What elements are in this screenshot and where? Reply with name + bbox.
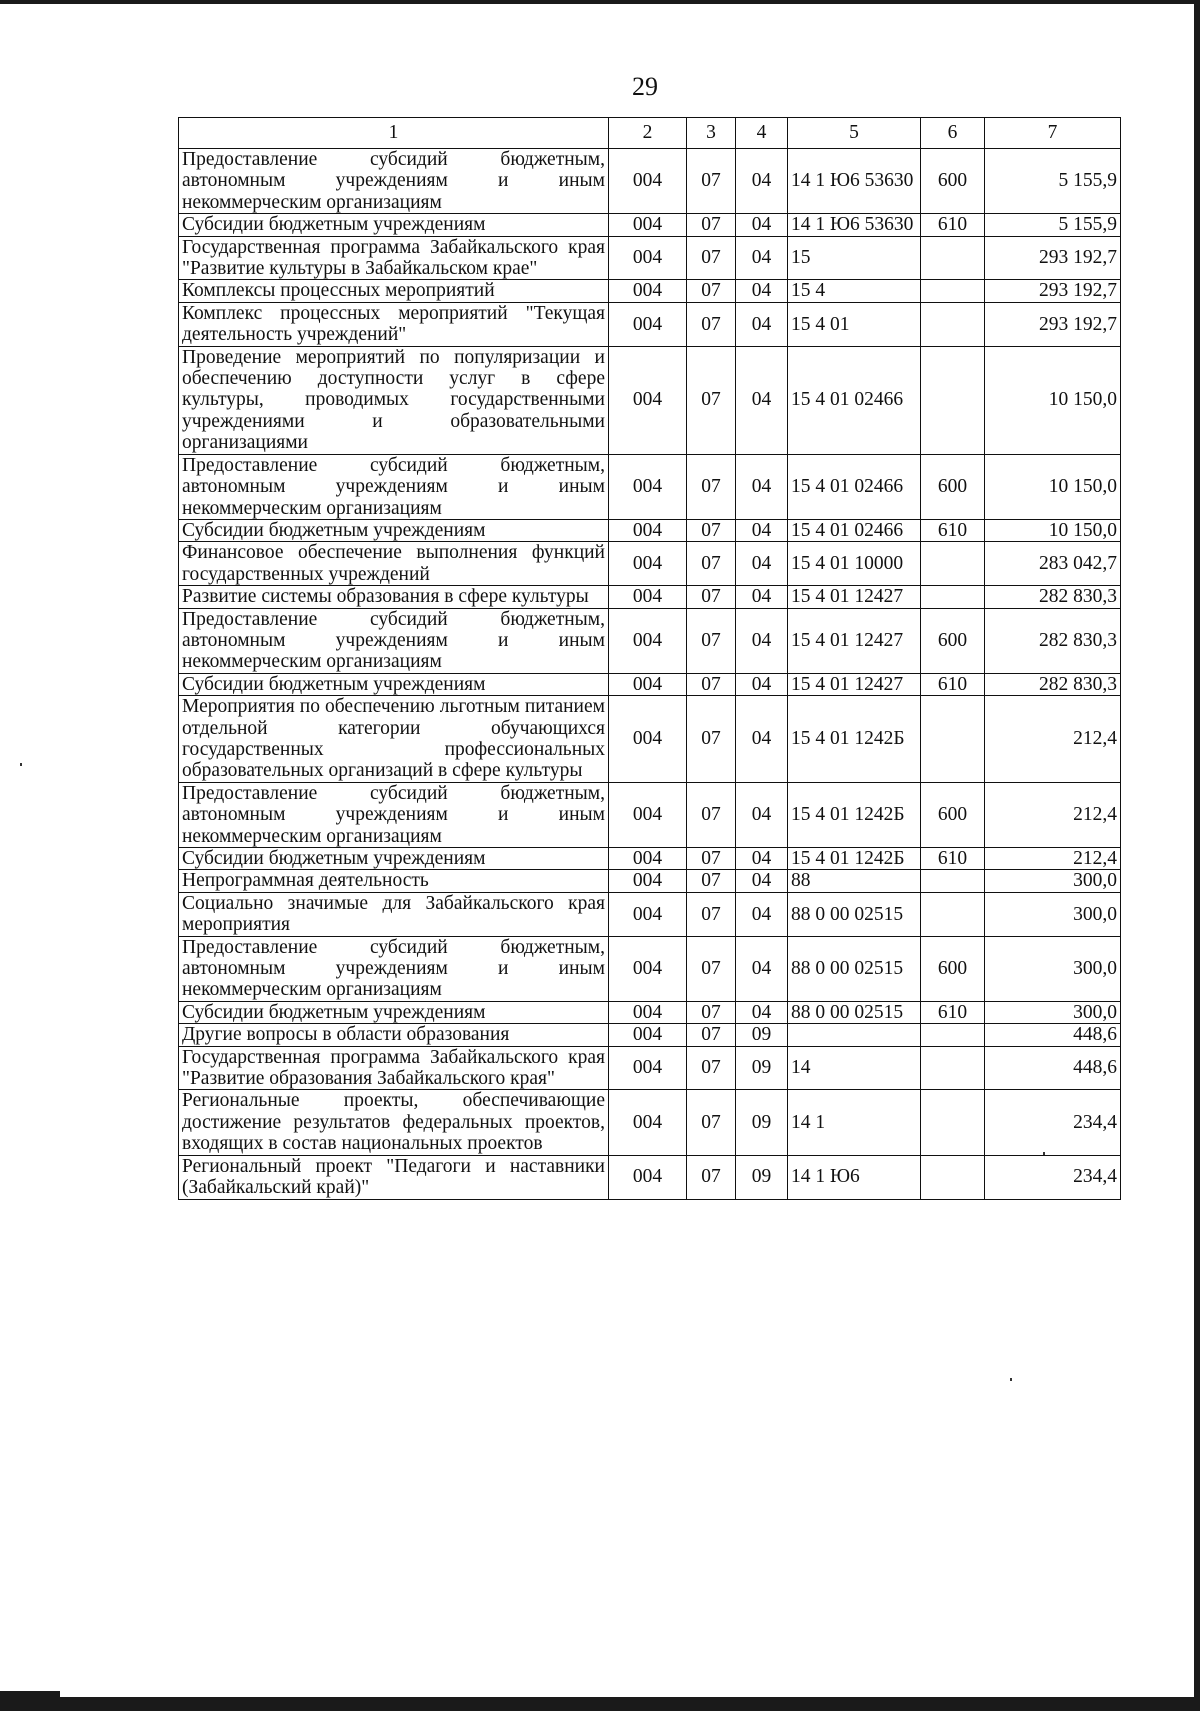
amount: 282 830,3 bbox=[985, 608, 1121, 673]
section-code: 07 bbox=[687, 302, 736, 346]
amount: 5 155,9 bbox=[985, 214, 1121, 236]
scan-edge-top bbox=[0, 0, 1200, 4]
section-code: 07 bbox=[687, 1090, 736, 1155]
section-code: 07 bbox=[687, 673, 736, 695]
page-number: 29 bbox=[632, 72, 658, 101]
item-name: Субсидии бюджетным учреждениям bbox=[179, 673, 609, 695]
table-row bbox=[179, 1155, 1121, 1199]
amount: 293 192,7 bbox=[985, 302, 1121, 346]
expense-type-code bbox=[921, 586, 985, 608]
target-article-code: 15 4 01 1242Б bbox=[788, 782, 921, 847]
item-name: Государственная программа Забайкальского края "Развитие культуры в Забайкальском крае" bbox=[179, 236, 609, 280]
item-name: Социально значимые для Забайкальского края мероприятия bbox=[179, 892, 609, 936]
amount: 448,6 bbox=[985, 1024, 1121, 1046]
subsection-code: 04 bbox=[736, 346, 788, 454]
amount: 10 150,0 bbox=[985, 519, 1121, 541]
subsection-code: 04 bbox=[736, 673, 788, 695]
ministry-code: 004 bbox=[609, 214, 687, 236]
section-code: 07 bbox=[687, 1024, 736, 1046]
ministry-code: 004 bbox=[609, 608, 687, 673]
expense-type-code: 610 bbox=[921, 519, 985, 541]
item-name: Комплекс процессных мероприятий "Текущая деятельность учреждений" bbox=[179, 302, 609, 346]
target-article-code: 88 0 00 02515 bbox=[788, 1001, 921, 1023]
target-article-code: 15 bbox=[788, 236, 921, 280]
expense-type-code bbox=[921, 892, 985, 936]
amount: 234,4 bbox=[985, 1155, 1121, 1199]
amount: 10 150,0 bbox=[985, 346, 1121, 454]
section-code: 07 bbox=[687, 608, 736, 673]
item-name: Мероприятия по обеспечению льготным питанием отдельной категории обучающихся государственных профессиональных образовательных организаций в сфере культуры bbox=[179, 696, 609, 783]
section-code: 07 bbox=[687, 236, 736, 280]
scan-speck bbox=[20, 763, 22, 766]
subsection-code: 04 bbox=[736, 1001, 788, 1023]
table-row bbox=[179, 1090, 1121, 1155]
item-name: Предоставление субсидий бюджетным, автономным учреждениям и иным некоммерческим организациям bbox=[179, 454, 609, 519]
target-article-code: 15 4 01 1242Б bbox=[788, 848, 921, 870]
table-row bbox=[179, 892, 1121, 936]
table-row bbox=[179, 149, 1121, 214]
subsection-code: 09 bbox=[736, 1155, 788, 1199]
ministry-code: 004 bbox=[609, 673, 687, 695]
item-name: Развитие системы образования в сфере культуры bbox=[179, 586, 609, 608]
expense-type-code bbox=[921, 346, 985, 454]
table-row bbox=[179, 782, 1121, 847]
item-name: Субсидии бюджетным учреждениям bbox=[179, 848, 609, 870]
ministry-code: 004 bbox=[609, 1024, 687, 1046]
amount: 293 192,7 bbox=[985, 280, 1121, 302]
ministry-code: 004 bbox=[609, 1155, 687, 1199]
subsection-code: 09 bbox=[736, 1046, 788, 1090]
amount: 293 192,7 bbox=[985, 236, 1121, 280]
target-article-code: 15 4 01 02466 bbox=[788, 346, 921, 454]
table-row bbox=[179, 1001, 1121, 1023]
table-row bbox=[179, 519, 1121, 541]
ministry-code: 004 bbox=[609, 1046, 687, 1090]
subsection-code: 04 bbox=[736, 696, 788, 783]
ministry-code: 004 bbox=[609, 892, 687, 936]
target-article-code: 15 4 01 12427 bbox=[788, 586, 921, 608]
table-row bbox=[179, 542, 1121, 586]
subsection-code: 04 bbox=[736, 782, 788, 847]
ministry-code: 004 bbox=[609, 782, 687, 847]
target-article-code: 15 4 01 12427 bbox=[788, 673, 921, 695]
table-row bbox=[179, 673, 1121, 695]
expense-type-code: 610 bbox=[921, 1001, 985, 1023]
section-code: 07 bbox=[687, 542, 736, 586]
table-row bbox=[179, 302, 1121, 346]
target-article-code: 15 4 01 12427 bbox=[788, 608, 921, 673]
item-name: Предоставление субсидий бюджетным, автономным учреждениям и иным некоммерческим организациям bbox=[179, 936, 609, 1001]
budget-table bbox=[178, 117, 1121, 1200]
section-code: 07 bbox=[687, 346, 736, 454]
table-row bbox=[179, 848, 1121, 870]
ministry-code: 004 bbox=[609, 696, 687, 783]
ministry-code: 004 bbox=[609, 848, 687, 870]
item-name: Региональные проекты, обеспечивающие достижение результатов федеральных проектов, входящих в состав национальных проектов bbox=[179, 1090, 609, 1155]
table-row bbox=[179, 236, 1121, 280]
subsection-code: 04 bbox=[736, 214, 788, 236]
table-row bbox=[179, 1024, 1121, 1046]
table-body bbox=[179, 149, 1121, 1200]
section-code: 07 bbox=[687, 1155, 736, 1199]
expense-type-code: 600 bbox=[921, 608, 985, 673]
ministry-code: 004 bbox=[609, 280, 687, 302]
section-code: 07 bbox=[687, 1001, 736, 1023]
section-code: 07 bbox=[687, 696, 736, 783]
amount: 212,4 bbox=[985, 782, 1121, 847]
target-article-code: 88 0 00 02515 bbox=[788, 892, 921, 936]
amount: 10 150,0 bbox=[985, 454, 1121, 519]
scan-speck bbox=[1010, 1378, 1012, 1381]
section-code: 07 bbox=[687, 848, 736, 870]
item-name: Другие вопросы в области образования bbox=[179, 1024, 609, 1046]
item-name: Государственная программа Забайкальского края "Развитие образования Забайкальского края" bbox=[179, 1046, 609, 1090]
subsection-code: 04 bbox=[736, 542, 788, 586]
target-article-code: 15 4 01 1242Б bbox=[788, 696, 921, 783]
target-article-code: 15 4 01 02466 bbox=[788, 454, 921, 519]
target-article-code: 15 4 01 02466 bbox=[788, 519, 921, 541]
ministry-code: 004 bbox=[609, 936, 687, 1001]
target-article-code: 14 1 Ю6 53630 bbox=[788, 214, 921, 236]
item-name: Непрограммная деятельность bbox=[179, 870, 609, 892]
ministry-code: 004 bbox=[609, 1090, 687, 1155]
section-code: 07 bbox=[687, 149, 736, 214]
scan-edge-corner bbox=[0, 1691, 60, 1697]
expense-type-code: 600 bbox=[921, 782, 985, 847]
amount: 300,0 bbox=[985, 936, 1121, 1001]
target-article-code bbox=[788, 1024, 921, 1046]
subsection-code: 04 bbox=[736, 149, 788, 214]
target-article-code: 88 bbox=[788, 870, 921, 892]
section-code: 07 bbox=[687, 892, 736, 936]
table-row bbox=[179, 214, 1121, 236]
ministry-code: 004 bbox=[609, 542, 687, 586]
amount: 300,0 bbox=[985, 1001, 1121, 1023]
target-article-code: 14 1 Ю6 53630 bbox=[788, 149, 921, 214]
section-code: 07 bbox=[687, 1046, 736, 1090]
expense-type-code bbox=[921, 302, 985, 346]
expense-type-code: 600 bbox=[921, 149, 985, 214]
subsection-code: 09 bbox=[736, 1090, 788, 1155]
column-header: 5 bbox=[788, 118, 921, 149]
ministry-code: 004 bbox=[609, 346, 687, 454]
item-name: Финансовое обеспечение выполнения функций государственных учреждений bbox=[179, 542, 609, 586]
expense-type-code bbox=[921, 870, 985, 892]
scan-edge-right bbox=[1194, 0, 1200, 1711]
subsection-code: 04 bbox=[736, 519, 788, 541]
amount: 448,6 bbox=[985, 1046, 1121, 1090]
expense-type-code bbox=[921, 1046, 985, 1090]
target-article-code: 15 4 bbox=[788, 280, 921, 302]
amount: 5 155,9 bbox=[985, 149, 1121, 214]
table-row bbox=[179, 696, 1121, 783]
amount: 282 830,3 bbox=[985, 673, 1121, 695]
ministry-code: 004 bbox=[609, 870, 687, 892]
expense-type-code bbox=[921, 280, 985, 302]
section-code: 07 bbox=[687, 519, 736, 541]
target-article-code: 14 bbox=[788, 1046, 921, 1090]
amount: 300,0 bbox=[985, 892, 1121, 936]
section-code: 07 bbox=[687, 936, 736, 1001]
subsection-code: 04 bbox=[736, 236, 788, 280]
subsection-code: 04 bbox=[736, 280, 788, 302]
table-row bbox=[179, 346, 1121, 454]
item-name: Комплексы процессных мероприятий bbox=[179, 280, 609, 302]
table-row bbox=[179, 870, 1121, 892]
amount: 300,0 bbox=[985, 870, 1121, 892]
expense-type-code bbox=[921, 696, 985, 783]
target-article-code: 14 1 bbox=[788, 1090, 921, 1155]
item-name: Предоставление субсидий бюджетным, автономным учреждениям и иным некоммерческим организациям bbox=[179, 782, 609, 847]
expense-type-code: 610 bbox=[921, 214, 985, 236]
item-name: Субсидии бюджетным учреждениям bbox=[179, 214, 609, 236]
column-header: 2 bbox=[609, 118, 687, 149]
column-header: 3 bbox=[687, 118, 736, 149]
amount: 234,4 bbox=[985, 1090, 1121, 1155]
column-header: 4 bbox=[736, 118, 788, 149]
ministry-code: 004 bbox=[609, 519, 687, 541]
target-article-code: 88 0 00 02515 bbox=[788, 936, 921, 1001]
ministry-code: 004 bbox=[609, 586, 687, 608]
item-name: Субсидии бюджетным учреждениям bbox=[179, 1001, 609, 1023]
subsection-code: 04 bbox=[736, 586, 788, 608]
section-code: 07 bbox=[687, 782, 736, 847]
item-name: Предоставление субсидий бюджетным, автономным учреждениям и иным некоммерческим организациям bbox=[179, 149, 609, 214]
table-row bbox=[179, 454, 1121, 519]
ministry-code: 004 bbox=[609, 454, 687, 519]
subsection-code: 09 bbox=[736, 1024, 788, 1046]
target-article-code: 15 4 01 10000 bbox=[788, 542, 921, 586]
section-code: 07 bbox=[687, 870, 736, 892]
subsection-code: 04 bbox=[736, 302, 788, 346]
ministry-code: 004 bbox=[609, 302, 687, 346]
section-code: 07 bbox=[687, 280, 736, 302]
column-header: 7 bbox=[985, 118, 1121, 149]
table-row bbox=[179, 586, 1121, 608]
scan-edge-bottom bbox=[0, 1697, 1200, 1711]
subsection-code: 04 bbox=[736, 608, 788, 673]
expense-type-code bbox=[921, 542, 985, 586]
table-header-row bbox=[179, 118, 1121, 149]
item-name: Региональный проект "Педагоги и наставники (Забайкальский край)" bbox=[179, 1155, 609, 1199]
table-row bbox=[179, 936, 1121, 1001]
expense-type-code bbox=[921, 1155, 985, 1199]
ministry-code: 004 bbox=[609, 149, 687, 214]
expense-type-code bbox=[921, 1024, 985, 1046]
column-header: 6 bbox=[921, 118, 985, 149]
subsection-code: 04 bbox=[736, 454, 788, 519]
amount: 212,4 bbox=[985, 848, 1121, 870]
amount: 283 042,7 bbox=[985, 542, 1121, 586]
table-row bbox=[179, 608, 1121, 673]
subsection-code: 04 bbox=[736, 936, 788, 1001]
expense-type-code: 610 bbox=[921, 673, 985, 695]
item-name: Предоставление субсидий бюджетным, автономным учреждениям и иным некоммерческим организациям bbox=[179, 608, 609, 673]
target-article-code: 15 4 01 bbox=[788, 302, 921, 346]
expense-type-code bbox=[921, 236, 985, 280]
table-row bbox=[179, 280, 1121, 302]
subsection-code: 04 bbox=[736, 892, 788, 936]
expense-type-code bbox=[921, 1090, 985, 1155]
item-name: Субсидии бюджетным учреждениям bbox=[179, 519, 609, 541]
expense-type-code: 600 bbox=[921, 936, 985, 1001]
ministry-code: 004 bbox=[609, 236, 687, 280]
amount: 212,4 bbox=[985, 696, 1121, 783]
ministry-code: 004 bbox=[609, 1001, 687, 1023]
subsection-code: 04 bbox=[736, 870, 788, 892]
expense-type-code: 610 bbox=[921, 848, 985, 870]
section-code: 07 bbox=[687, 214, 736, 236]
column-header: 1 bbox=[179, 118, 609, 149]
amount: 282 830,3 bbox=[985, 586, 1121, 608]
item-name: Проведение мероприятий по популяризации и обеспечению доступности услуг в сфере культуры, проводимых государственными учреждениями и образовательными организациями bbox=[179, 346, 609, 454]
expense-type-code: 600 bbox=[921, 454, 985, 519]
subsection-code: 04 bbox=[736, 848, 788, 870]
section-code: 07 bbox=[687, 586, 736, 608]
section-code: 07 bbox=[687, 454, 736, 519]
target-article-code: 14 1 Ю6 bbox=[788, 1155, 921, 1199]
table-row bbox=[179, 1046, 1121, 1090]
